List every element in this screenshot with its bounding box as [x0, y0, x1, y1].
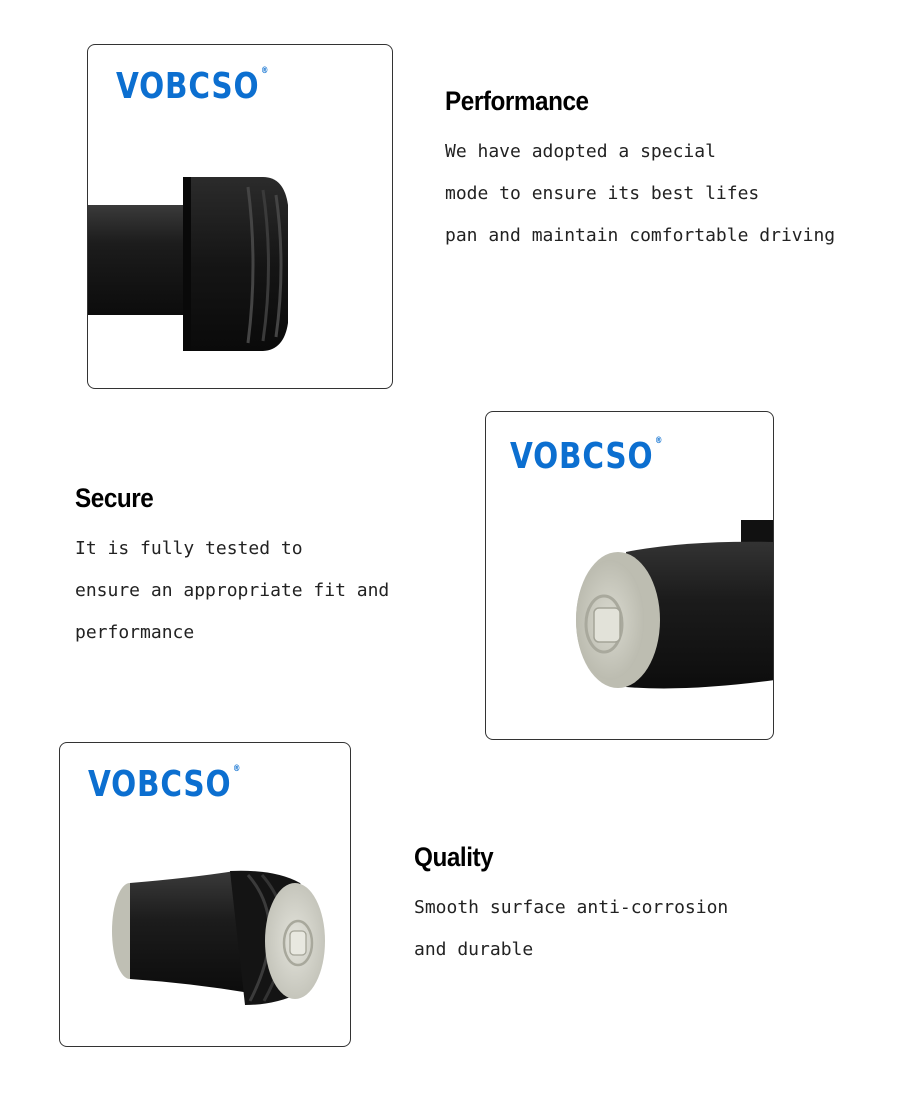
section-title: Quality — [414, 842, 494, 872]
brand-logo: VOBCSO ® — [116, 66, 270, 107]
section-description — [445, 131, 835, 257]
air-spring-side-image — [88, 45, 393, 389]
description-line: It is fully tested to — [75, 538, 303, 559]
brand-logo: VOBCSO ® — [510, 436, 664, 477]
description-line: performance — [75, 622, 195, 643]
description-line: ensure an appropriate fit and — [75, 580, 390, 601]
description-line: mode to ensure its best lifes — [445, 183, 760, 204]
product-photo-card-1 — [87, 44, 393, 389]
description-line: pan and maintain comfortable driving — [445, 225, 836, 246]
air-spring-angle-image — [60, 743, 351, 1047]
air-spring-end-image — [486, 412, 774, 740]
product-photo-card-3 — [59, 742, 351, 1047]
section-title: Performance — [445, 86, 589, 116]
section-description — [414, 887, 728, 971]
description-line: Smooth surface anti-corrosion — [414, 897, 729, 918]
section-description — [75, 528, 389, 654]
description-line: and durable — [414, 939, 534, 960]
product-photo-card-2 — [485, 411, 774, 740]
description-line: We have adopted a special — [445, 141, 716, 162]
section-title: Secure — [75, 483, 154, 513]
brand-logo: VOBCSO ® — [88, 764, 242, 805]
